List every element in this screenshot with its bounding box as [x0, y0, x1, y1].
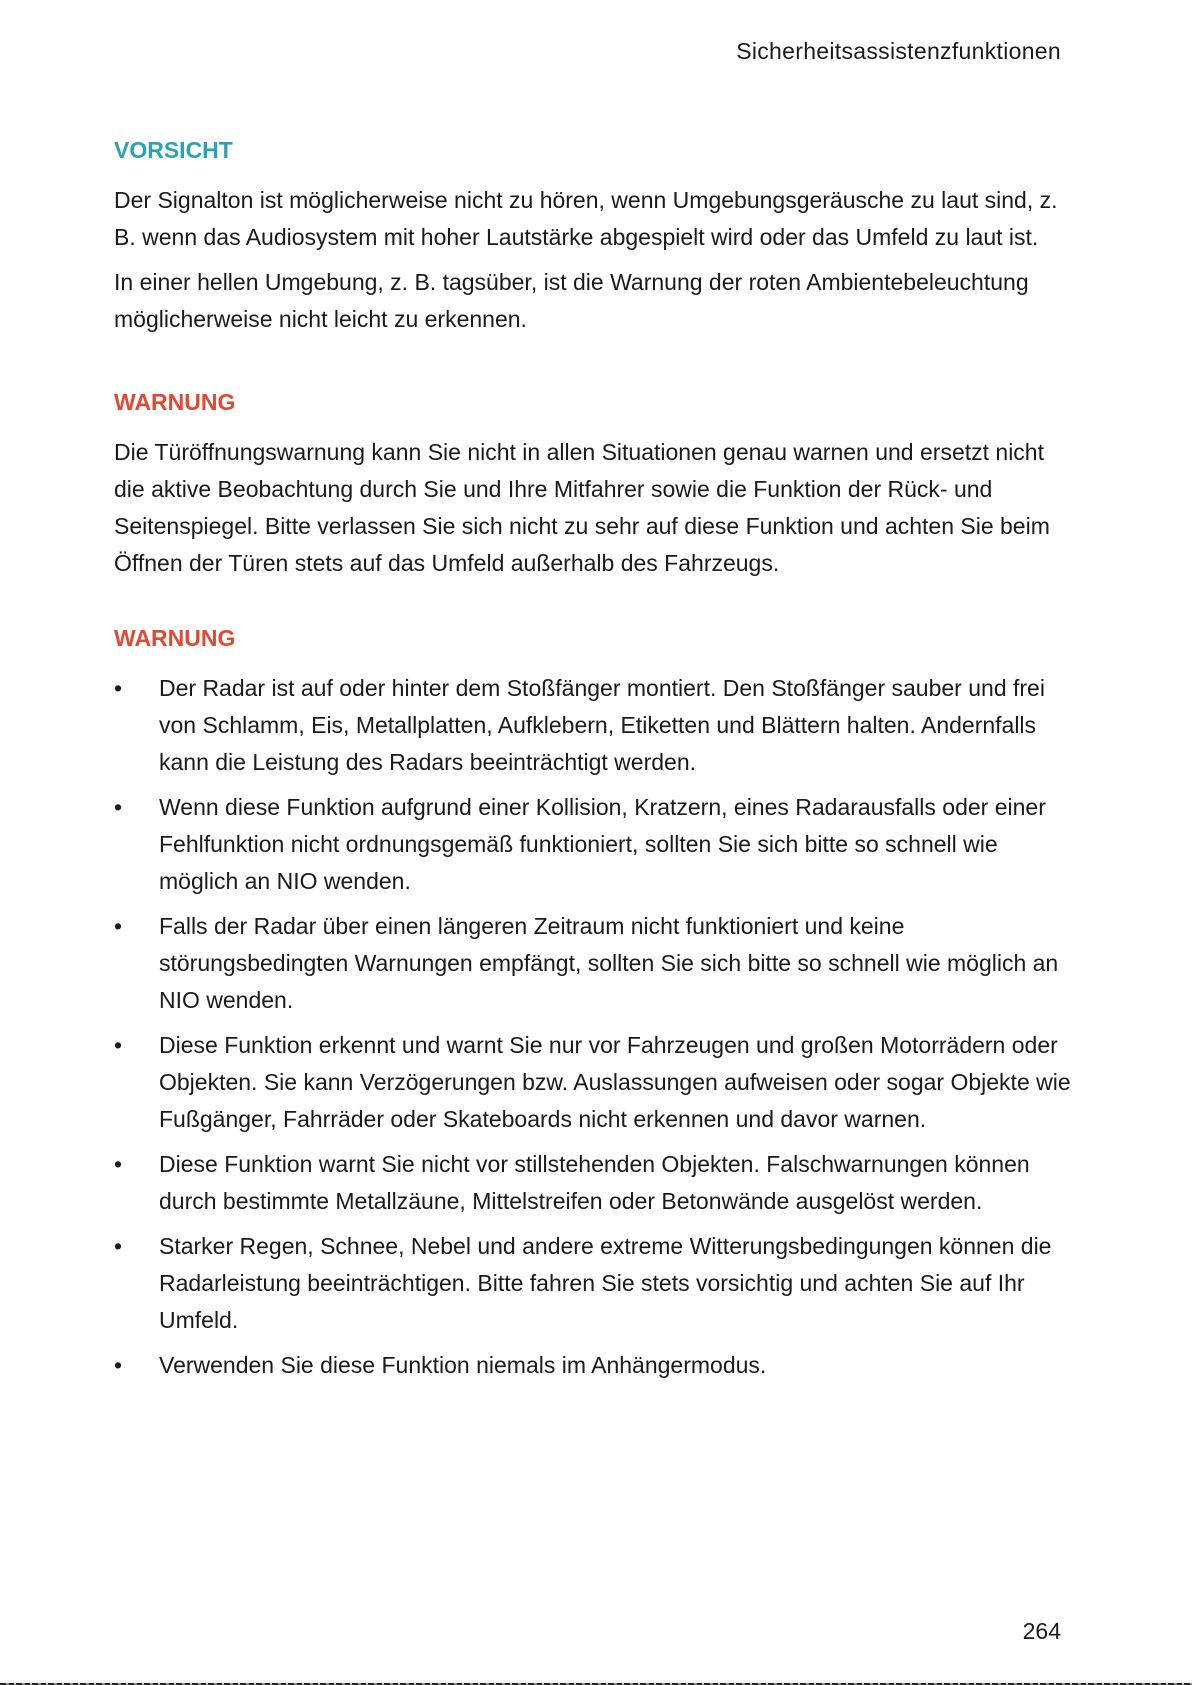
warning-notice-door-opening	[114, 382, 1074, 582]
list-item	[114, 1146, 1074, 1220]
list-item	[114, 908, 1074, 1019]
list-item-text: Diese Funktion erkennt und warnt Sie nur vor Fahrzeugen und großen Motorrädern oder Objekten. Sie kann Verzögerungen bzw. Auslassungen aufweisen oder sogar Objekte wie Fußgänger, Fahrräder oder Skateboards nicht erkennen und davor warnen.	[159, 1032, 1071, 1132]
warning-notice-radar	[114, 618, 1074, 1384]
bullet-icon: •	[114, 913, 123, 939]
running-header-section-title: Sicherheitsassistenzfunktionen	[736, 38, 1061, 64]
warning-title: WARNUNG	[114, 625, 236, 651]
bullet-icon: •	[114, 1151, 123, 1177]
list-item	[114, 670, 1074, 781]
list-item-text: Der Radar ist auf oder hinter dem Stoßfänger montiert. Den Stoßfänger sauber und frei von Schlamm, Eis, Metallplatten, Aufklebern, Etiketten und Blättern halten. Andernfalls kann die Leistung des Radars beeinträchtigt werden.	[159, 675, 1045, 775]
list-item-text: Starker Regen, Schnee, Nebel und andere extreme Witterungsbedingungen können die Radarleistung beeinträchtigen. Bitte fahren Sie stets vorsichtig und achten Sie auf Ihr Umfeld.	[159, 1233, 1052, 1333]
list-item-text: Verwenden Sie diese Funktion niemals im Anhängermodus.	[159, 1352, 767, 1378]
page-content	[114, 130, 1074, 1392]
caution-notice	[114, 130, 1074, 338]
caution-title: VORSICHT	[114, 137, 233, 163]
warning-title: WARNUNG	[114, 389, 236, 415]
bullet-icon: •	[114, 1032, 123, 1058]
list-item	[114, 1027, 1074, 1138]
list-item	[114, 789, 1074, 900]
bullet-icon: •	[114, 1352, 123, 1378]
bullet-icon: •	[114, 794, 123, 820]
warning-paragraph: Die Türöffnungswarnung kann Sie nicht in allen Situationen genau warnen und ersetzt nicht die aktive Beobachtung durch Sie und Ihre Mitfahrer sowie die Funktion der Rück- und Seitenspiegel. Bitte verlassen Sie sich nicht zu sehr auf diese Funktion und achten Sie beim Öffnen der Türen stets auf das Umfeld außerhalb des Fahrzeugs.	[114, 439, 1050, 576]
bullet-icon: •	[114, 1233, 123, 1259]
page-number: 264	[1022, 1618, 1061, 1644]
list-item	[114, 1228, 1074, 1339]
caution-paragraph: In einer hellen Umgebung, z. B. tagsüber, ist die Warnung der roten Ambientebeleuchtung möglicherweise nicht leicht zu erkennen.	[114, 269, 1029, 332]
bullet-icon: •	[114, 675, 123, 701]
warning-bullet-list	[114, 670, 1074, 1384]
list-item	[114, 1347, 1074, 1384]
caution-paragraph: Der Signalton ist möglicherweise nicht zu hören, wenn Umgebungsgeräusche zu laut sind, z. B. wenn das Audiosystem mit hoher Lautstärke abgespielt wird oder das Umfeld zu laut ist.	[114, 187, 1058, 250]
list-item-text: Falls der Radar über einen längeren Zeitraum nicht funktioniert und keine störungsbedingten Warnungen empfängt, sollten Sie sich bitte so schnell wie möglich an NIO wenden.	[159, 913, 1059, 1013]
list-item-text: Diese Funktion warnt Sie nicht vor stillstehenden Objekten. Falschwarnungen können durch bestimmte Metallzäune, Mittelstreifen oder Betonwände ausgelöst werden.	[159, 1151, 1030, 1214]
list-item-text: Wenn diese Funktion aufgrund einer Kollision, Kratzern, eines Radarausfalls oder einer Fehlfunktion nicht ordnungsgemäß funktioniert, sollten Sie sich bitte so schnell wie möglich an NIO wenden.	[159, 794, 1046, 894]
